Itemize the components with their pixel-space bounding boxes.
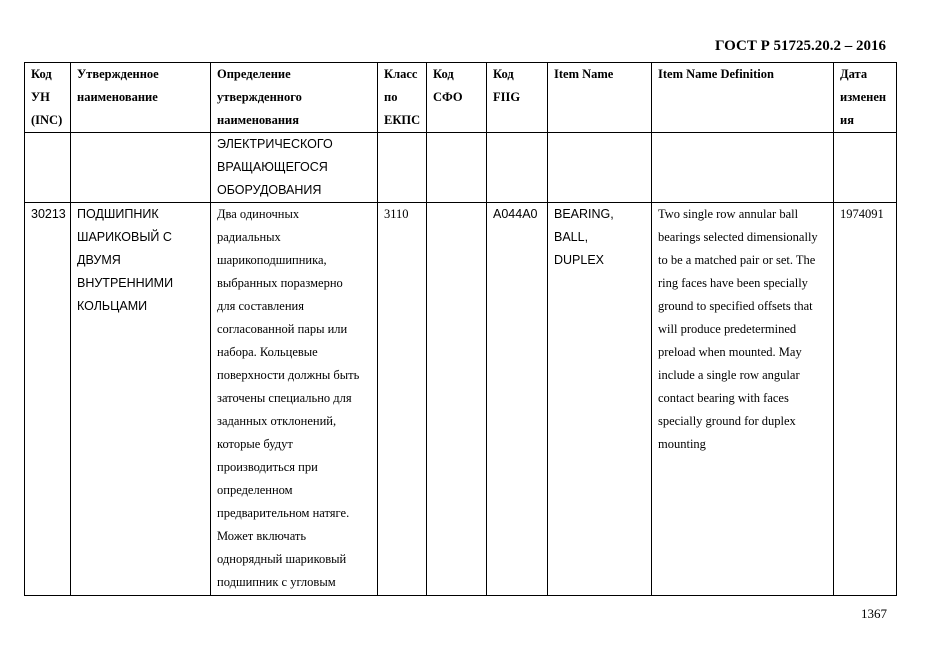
cell-text-line: Two single row annular ball (658, 207, 799, 221)
continuation-definition (211, 133, 378, 203)
header-label-line: изменен (840, 90, 887, 104)
cell-fiig-code: A044A0 (487, 203, 548, 596)
cell-text-line: Два одиночных (217, 207, 300, 221)
cell-text-line: specially ground for duplex (658, 414, 796, 428)
cell-item-name (548, 203, 652, 596)
cell-text-line: выбранных поразмерно (217, 276, 343, 290)
cell-text-line: ОБОРУДОВАНИЯ (217, 183, 322, 197)
cell-item-name-definition (652, 203, 834, 596)
header-approved-name (71, 63, 211, 133)
header-label-line: Код (433, 67, 454, 81)
cell-text-line: to be a matched pair or set. The (658, 253, 816, 267)
cell-text-line: include a single row angular (658, 368, 800, 382)
cell-ekps-class: 3110 (378, 203, 427, 596)
table-row-continuation (25, 133, 897, 203)
header-label-line: Код (31, 67, 52, 81)
header-item-name (548, 63, 652, 133)
cell-text-line: согласованной пары или (217, 322, 348, 336)
catalog-table (24, 62, 897, 596)
header-label-line: FIIG (493, 90, 521, 104)
cell-text-line: ground to specified offsets that (658, 299, 813, 313)
cell-text-line: contact bearing with faces (658, 391, 789, 405)
header-label-line: Item Name (554, 67, 614, 81)
cell-inc: 30213 (25, 203, 71, 596)
cell-text-line: ПОДШИПНИК (77, 207, 159, 221)
header-label-line: Дата (840, 67, 868, 81)
header-label-line: по (384, 90, 398, 104)
header-label-line: наименования (217, 113, 300, 127)
page-number: 1367 (861, 606, 887, 621)
cell-text-line: подшипник с угловым (217, 575, 336, 589)
header-label-line: Item Name Definition (658, 67, 774, 81)
cell-text-line: производиться при (217, 460, 318, 474)
cell-text-line: bearings selected dimensionally (658, 230, 818, 244)
cell-text-line: mounting (658, 437, 706, 451)
cell-text-line: для составления (217, 299, 304, 313)
cell-text-line: DUPLEX (554, 253, 605, 267)
document-number: ГОСТ Р 51725.20.2 – 2016 (714, 38, 886, 54)
cell-text-line: заданных отклонений, (217, 414, 337, 428)
cell-text-line: BALL, (554, 230, 589, 244)
table-row (25, 203, 897, 596)
header-label-line: наименование (77, 90, 158, 104)
cell-text-line: определенном (217, 483, 293, 497)
cell-text-line: ШАРИКОВЫЙ С (77, 230, 172, 244)
cell-text-line: поверхности должны быть (217, 368, 360, 382)
cell-text-line: радиальных (217, 230, 281, 244)
cell-text-line: ДВУМЯ (77, 253, 121, 267)
cell-text-line: заточены специально для (217, 391, 352, 405)
header-label-line: СФО (433, 90, 463, 104)
header-label-line: ия (840, 113, 854, 127)
cell-text-line: шарикоподшипника, (217, 253, 327, 267)
cell-change-date: 1974091 (834, 203, 897, 596)
header-label-line: УН (31, 90, 50, 104)
cell-text-line: Может включать (217, 529, 307, 543)
cell-text-line: предварительном натяге. (217, 506, 350, 520)
header-label-line: Код (493, 67, 514, 81)
header-sfo-code (427, 63, 487, 133)
cell-name-definition (211, 203, 378, 596)
header-change-date (834, 63, 897, 133)
cell-approved-name (71, 203, 211, 596)
table-header-row (25, 63, 897, 133)
cell-text-line: КОЛЬЦАМИ (77, 299, 148, 313)
cell-text-line: набора. Кольцевые (217, 345, 318, 359)
header-inc (25, 63, 71, 133)
header-ekps-class (378, 63, 427, 133)
header-label-line: Определение (217, 67, 291, 81)
header-label-line: Класс (384, 67, 418, 81)
cell-text-line: will produce predetermined (658, 322, 797, 336)
header-label-line: ЕКПС (384, 113, 421, 127)
header-label-line: (INC) (31, 113, 63, 127)
header-label-line: утвержденного (217, 90, 302, 104)
header-item-name-definition (652, 63, 834, 133)
cell-text-line: однорядный шариковый (217, 552, 347, 566)
cell-text-line: ВНУТРЕННИМИ (77, 276, 174, 290)
cell-text-line: preload when mounted. May (658, 345, 802, 359)
cell-text-line: ring faces have been specially (658, 276, 808, 290)
cell-text-line: ЭЛЕКТРИЧЕСКОГО (217, 137, 333, 151)
cell-sfo-code (427, 203, 487, 596)
cell-text-line: ВРАЩАЮЩЕГОСЯ (217, 160, 328, 174)
cell-text-line: BEARING, (554, 207, 614, 221)
cell-text-line: которые будут (217, 437, 293, 451)
header-label-line: Утвержденное (77, 67, 159, 81)
header-name-definition (211, 63, 378, 133)
header-fiig-code (487, 63, 548, 133)
